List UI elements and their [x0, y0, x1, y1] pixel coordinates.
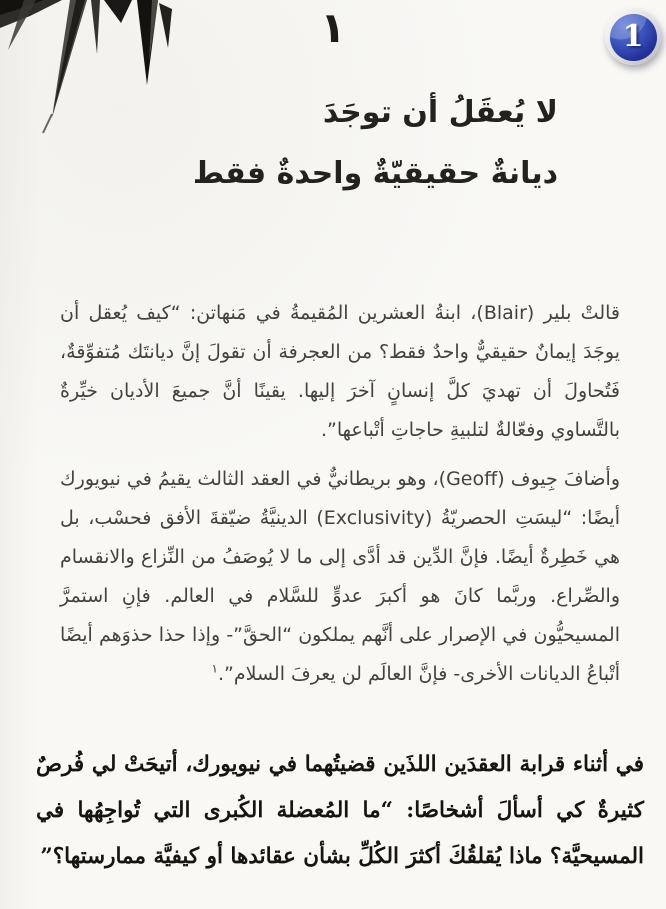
body-paragraph — [60, 294, 620, 450]
chapter-title — [193, 82, 558, 204]
paragraph-text: قالتْ بلير (Blair)، ابنةُ العشرين المُقيمةُ في مَنهاتن: “كيف يُعقل أن يوجَدَ إيمانٌ حقيقيٌّ واحدٌ فقط؟ من العجرفة أن تقولَ إنَّ ديانتَك مُتفوِّقةٌ، فَتُحاولَ أن تهديَ كلَّ إنسانٍ آخرَ إليها. يقينًا أنَّ جميعَ الأديان خيِّرةٌ بالتَّساوي وفعّالةٌ لتلبيةِ حاجاتِ أتْباعها”. — [60, 302, 620, 441]
footnote-marker: ١ — [211, 661, 218, 676]
body-paragraph — [36, 742, 644, 880]
chapter-number-badge — [605, 9, 661, 65]
paragraph-text: وأضافَ جِيوف (Geoff)، وهو بريطانيٌّ في العقد الثالث يقيمُ في نيويورك أيضًا: “ليسَتِ الحصريّةُ (Exclusivity) الدينيَّةُ ضيّقةَ الأفق فحسْب، بل هي خَطِرةٌ أيضًا. فإنَّ الدِّين قد أدَّى إلى ما لا يُوصَفُ من النِّزاع والانقسام والصِّراع. وربَّما كانَ هو أكبرَ عدوٍّ للسَّلام في العالم. فإنِ استمرَّ المسيحيُّون في الإصرار على أنَّهم يملكون “الحقَّ”- وإذا حذا حذوَهم أيضًا أتْباعُ الديانات الأخرى- فإنَّ العالَم لن يعرفَ السلام”. — [60, 468, 620, 685]
chapter-numeral: ١ — [320, 3, 346, 52]
chapter-title-line1: لا يُعقَلُ أن توجَدَ — [322, 95, 558, 130]
paragraph-text: في أثناء قرابة العقدَين اللذَين قضيتُهما في نيويورك، أتيحَتْ لي فُرصٌ كثيرةٌ كي أسألَ أشخاصًا: “ما المُعضلة الكُبرى التي تُواجِهُها في المسيحيَّة؟ ماذا يُقلقُكَ أكثرَ الكُلِّ بشأن عقائدها أو كيفيَّة ممارستها؟” — [36, 752, 644, 869]
chapter-number-badge-face — [610, 14, 657, 61]
chapter-title-line2: ديانةٌ حقيقيّةٌ واحدةٌ فقط — [192, 156, 558, 191]
body-paragraph — [60, 460, 620, 694]
chapter-number: 1 — [622, 19, 644, 54]
